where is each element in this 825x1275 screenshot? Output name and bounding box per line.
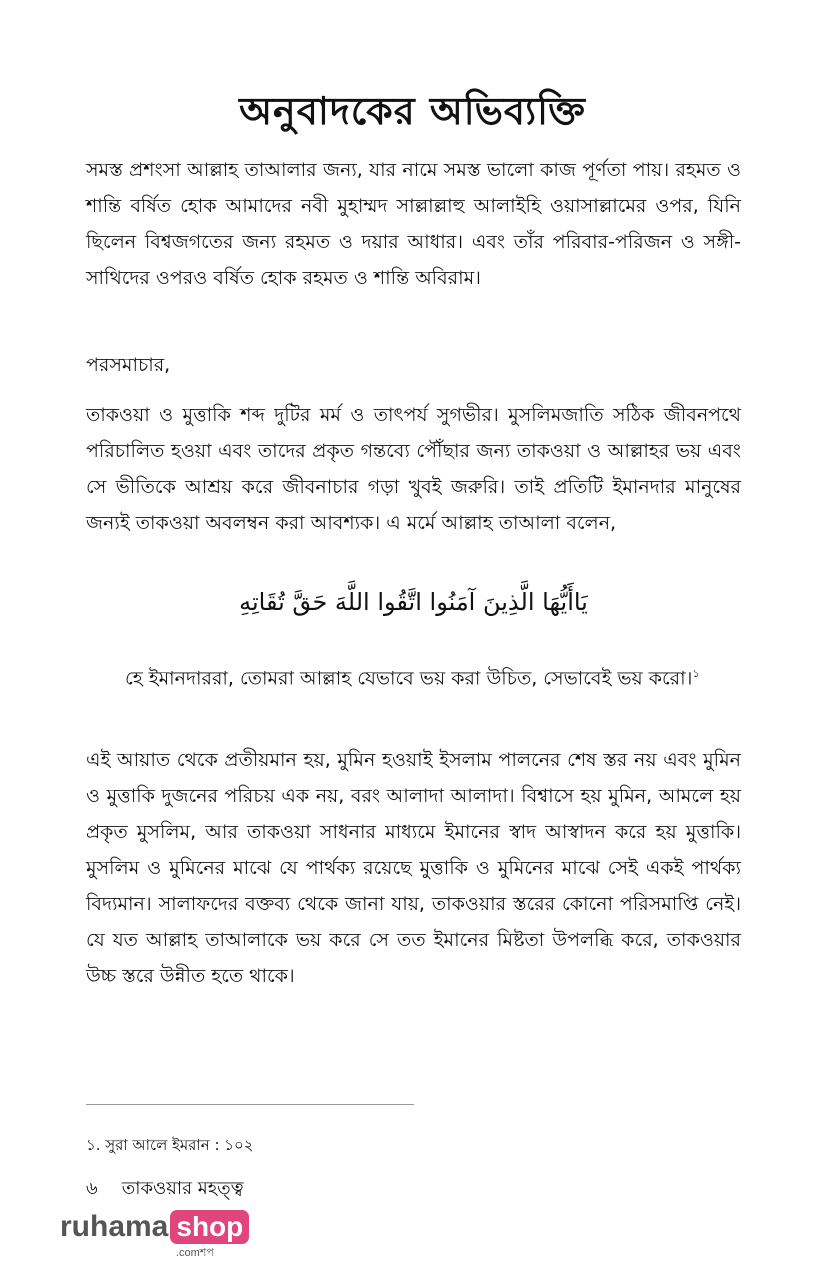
- logo-subtext: .comশপ: [176, 1247, 214, 1259]
- footnote-marker[interactable]: ১: [692, 667, 700, 680]
- ruhama-shop-logo: [60, 1210, 249, 1259]
- page-title: অনুবাদকের অভিব্যক্তি: [239, 88, 586, 133]
- arabic-verse: يَاأَيُّهَا الَّذِينَ آمَنُوا اتَّقُوا اللَّهَ حَقَّ تُقَاتِهِ: [239, 588, 588, 616]
- paragraph-taqwa: তাকওয়া ও মুত্তাকি শব্দ দুটির মর্ম ও তাৎপর্য সুগভীর। মুসলিমজাতি সঠিক জীবনপথে পরিচালিত হওয়া এবং তাদের প্রকৃত গন্তব্যে পৌঁছার জন্য তাকওয়া ও আল্লাহর ভয় এবং সে ভীতিকে আশ্রয় করে জীবনাচার গড়া খুবই জরুরি। তাই প্রতিটি ইমানদার মানুষের জন্যই তাকওয়া অবলম্বন করা আবশ্যক। এ মর্মে আল্লাহ তাআলা বলেন,: [86, 404, 741, 534]
- paragraph-explanation: এই আয়াত থেকে প্রতীয়মান হয়, মুমিন হওয়াই ইসলাম পালনের শেষ স্তর নয় এবং মুমিন ও মুত্তাকি দুজনের পরিচয় এক নয়, বরং আলাদা আলাদা। বিশ্বাসে হয় মুমিন, আমলে হয় প্রকৃত মুসলিম, আর তাকওয়া সাধনার মাধ্যমে ইমানের স্বাদ আস্বাদন করে হয় মুত্তাকি। মুসলিম ও মুমিনের মাঝে যে পার্থক্য রয়েছে মুত্তাকি ও মুমিনের মাঝে সেই একই পার্থক্য বিদ্যমান। সালাফদের বক্তব্য থেকে জানা যায়, তাকওয়ার স্তরের কোনো পরিসমাপ্তি নেই। যে যত আল্লাহ তাআলাকে ভয় করে সে তত ইমানের মিষ্টতা উপলব্ধি করে, তাকওয়ার উচ্চ স্তরে উন্নীত হতে থাকে।: [86, 749, 741, 987]
- footnote: ১. সুরা আলে ইমরান : ১০২: [86, 1136, 254, 1154]
- page-number: ৬: [86, 1178, 98, 1199]
- footnote-divider: [86, 1104, 414, 1105]
- paragraph-salutation: পরসমাচার,: [86, 354, 171, 376]
- logo-text: ruhama: [60, 1210, 169, 1243]
- running-title: তাকওয়ার মহত্ত্ব: [121, 1178, 244, 1199]
- paragraph-intro: সমস্ত প্রশংসা আল্লাহ তাআলার জন্য, যার নামে সমস্ত ভালো কাজ পূর্ণতা পায়। রহমত ও শান্তি বর্ষিত হোক আমাদের নবী মুহাম্মদ সাল্লাল্লাহু আলাইহি ওয়াসাল্লামের ওপর, যিনি ছিলেন বিশ্বজগতের জন্য রহমত ও দয়ার আধার। এবং তাঁর পরিবার-পরিজন ও সঙ্গী-সাথিদের ওপরও বর্ষিত হোক রহমত ও শান্তি অবিরাম।: [86, 159, 741, 289]
- logo-box-text: shop: [170, 1210, 249, 1244]
- page-footer: [86, 1174, 244, 1205]
- verse-translation: [125, 656, 715, 696]
- verse-translation-text: হে ইমানদাররা, তোমরা আল্লাহ যেভাবে ভয় করা উচিত, সেভাবেই ভয় করো।: [125, 667, 693, 690]
